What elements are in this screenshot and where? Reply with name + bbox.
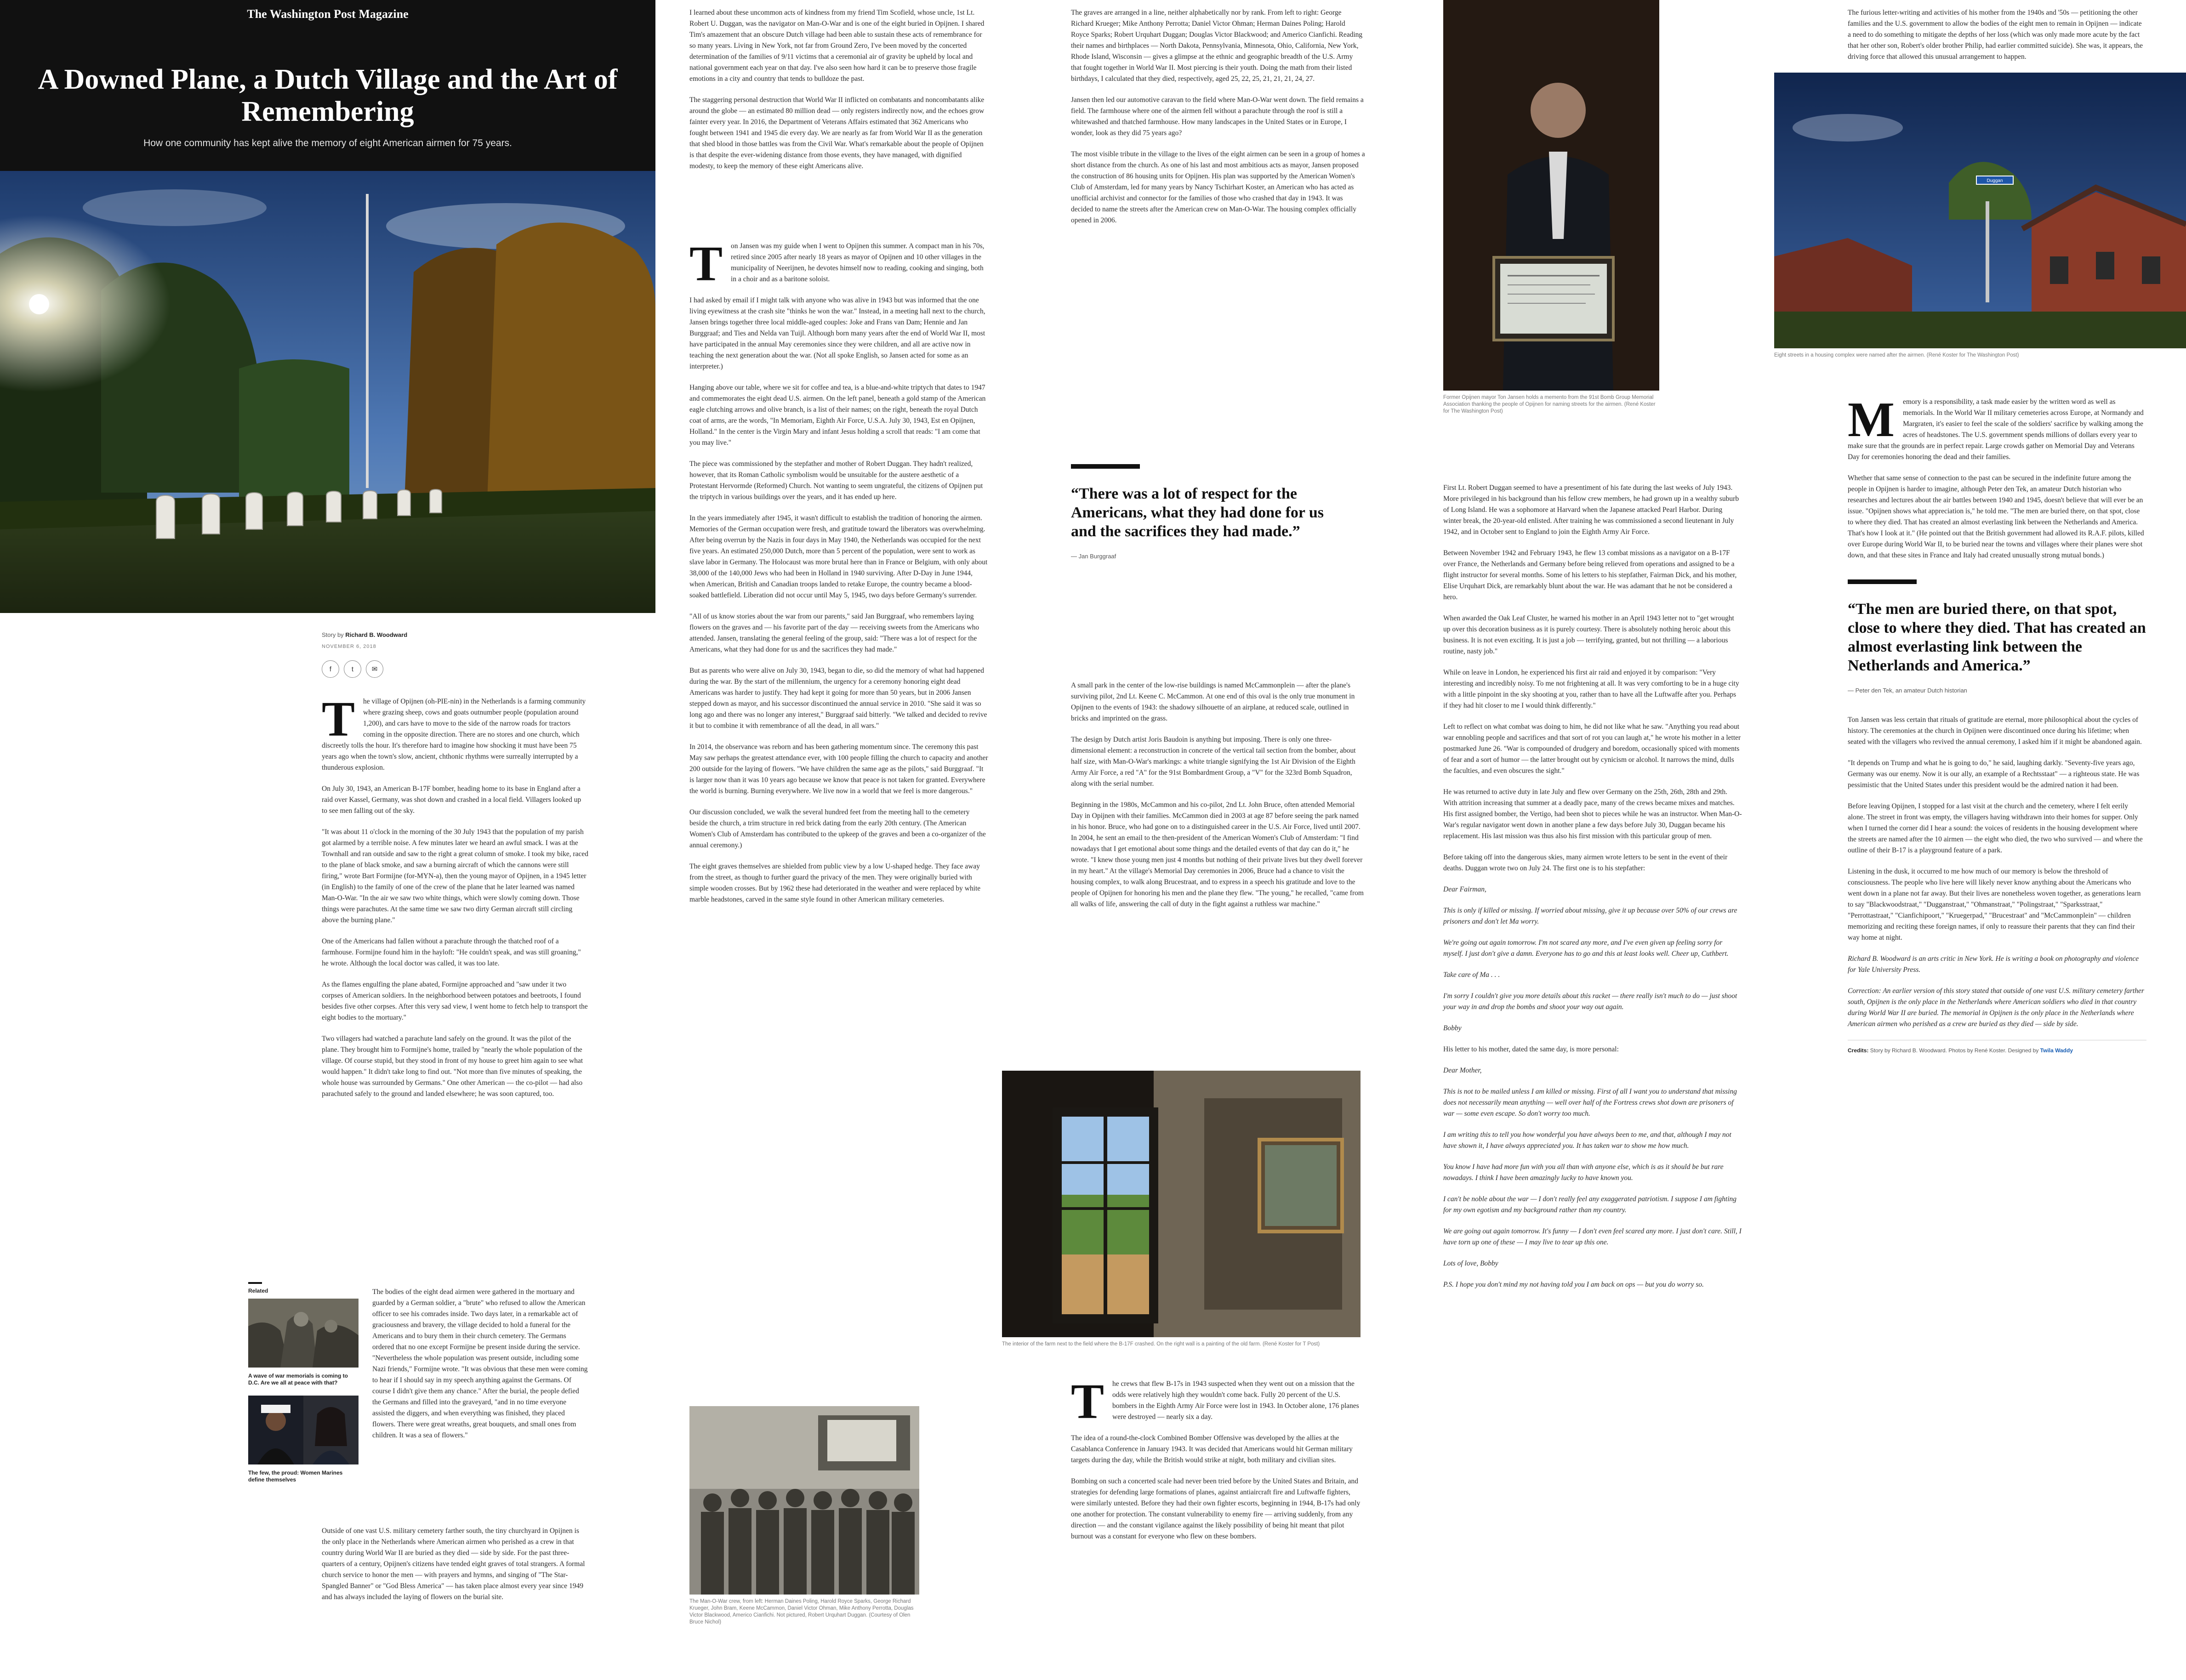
paragraph: In 2014, the observance was reborn and has been gathering momentum since. The ceremony this past May saw perhaps the greatest attendance ever, with 100 people filling the church to capacity and another 200 outside for the laying of flowers. "We have children the same age as the pilots," said Burggraaf. "It is larger now than it was 10 years ago because we know that peace is not taken for granted. Everywhere the world is burning. Burning everywhere. We live now in a world that we feel is more dangerous." bbox=[689, 743, 988, 795]
paragraph: But as parents who were alive on July 30, 1943, began to die, so did the memory of what had happened during the war. By the start of the millennium, the urgency for a ceremony honoring eight dead Americans was harder to justify. They had kept it going for more than 50 years, but in 2006 Jansen stepped down as mayor, and his successor discontinued the annual service in 2010. "She said it was so long ago and there was no longer any interest," Burggraaf said bitterly. "We talked and decided to revive it but to combine it with remembrance of all the dead, in all wars." bbox=[689, 667, 987, 730]
related-item[interactable] bbox=[248, 1299, 359, 1386]
paragraph: Jansen then led our automotive caravan to the field where Man-O-War went down. The field remains a field. The farmhouse where one of the airmen fell without a parachute through the roof is still a whitewashed and thatched farmhouse. How many landscapes in the United States or in Europe, I wonder, look as they did 75 years ago? bbox=[1071, 96, 1364, 137]
letter-line: P.S. I hope you don't mind my not having told you I am back on ops — but you do worry so. bbox=[1443, 1281, 1704, 1288]
paragraph: The graves are arranged in a line, neither alphabetically nor by rank. From left to right: George Richard Krueger; Mike Anthony Perrotta; Daniel Victor Ohman; Herman Daines Poling; Harold Royce Sparks; Robert Urquhart Duggan; Douglas Victor Blackwood; and Americo Cianfichi. Reading their names and birthplaces — North Dakota, Pennsylvania, Minnesota, Ohio, California, New York, Rhode Island, Wisconsin — gives a glimpse at the ethnic and geographic breadth of the U.S. Army that fought together in World War II. Most piercing is their youth. Doing the math from their listed birthdays, I calculated that they died, respectively, aged 25, 22, 25, 21, 21, 21, 24, 27. bbox=[1071, 9, 1363, 83]
drop-cap: T bbox=[1071, 1374, 1104, 1429]
correction-note: Correction: An earlier version of this story stated that outside of one vast U.S. military cemetery farther south, Opijnen is the only place in the Netherlands where American soldiers who died in that country during World War II are buried. The memorial in Opijnen is the only place in the Netherlands where American airmen who perished as a crew are buried as they died — side by side. bbox=[1848, 987, 2144, 1028]
paragraph: The furious letter-writing and activities of his mother from the 1940s and '50s — petitioning the other families and the U.S. government to allow the bodies of the eight men to remain in Opijnen — indicate a need to do something to mitigate the depths of her loss (which was only made more acute by the fact that her other son, Robert's older brother Philip, had earlier committed suicide). She was, it appears, the driving force that allowed this unusual arrangement to happen. bbox=[1848, 9, 2143, 61]
paragraph: I had asked by email if I might talk with anyone who was alive in 1943 but was informed that the one living eyewitness at the crash site "thinks he won the war." Instead, in a meeting hall next to the church, Jansen brings together three local middle-aged couples: Joke and Frans van Dam; Hennie and Jan Burggraaf; and Ties and Nelda van Tuijl. Although born many years after the end of World War II, most have participated in the annual May ceremonies since they were children, and all are active now in teaching the next generation about the war. (Not all spoke English, so Jansen acted for some as an interpreter.) bbox=[689, 296, 985, 370]
paragraph: Before taking off into the dangerous skies, many airmen wrote letters to be sent in the event of their deaths. Duggan wrote two on July 24. The first one is to his stepfather: bbox=[1443, 853, 1728, 872]
portrait-caption: Former Opijnen mayor Ton Jansen holds a memento from the 91st Bomb Group Memorial Association thanking the people of Opijnen for naming streets for the airmen. (René Koster for The Washington Post) bbox=[1443, 395, 1656, 414]
byline bbox=[322, 631, 655, 638]
cemetery-hero-photo bbox=[0, 171, 655, 613]
paragraph: One of the Americans had fallen without a parachute through the thatched roof of a farmhouse. Formijne found him in the hayloft: "He couldn't speak, and was still groaning," he wrote. Although the local doctor was called, it was too late. bbox=[322, 937, 581, 967]
column-5 bbox=[1774, 0, 2186, 1680]
paragraph: Listening in the dusk, it occurred to me how much of our memory is below the threshold of consciousness. The people who live here will likely never know anything about the Americans who went down in a plane not far away. But their lives are nonetheless woven together, as generations learn to say "Blackwoodstraat," "Dugganstraat," "Ohmanstraat," "Polingstraat," "Sparksstraat," "Perrottastraat," "Cianfichipoort," "Kruegerpad," "Brucestraat" and "McCammonplein" — children memorizing and reciting these foreign names, if only to reassure their parents that they can find their way home at night. bbox=[1848, 868, 2141, 942]
street-sign-text: Duggan bbox=[1987, 178, 2003, 183]
street-sign-photo bbox=[1774, 73, 2186, 348]
column-2 bbox=[689, 0, 988, 1680]
paragraph: Our discussion concluded, we walk the several hundred feet from the meeting hall to the cemetery beside the church, a trim structure in red brick dating from the early 20th century. (The American Women's Club of Amsterdam has contributed to the upkeep of the graves and been a co-organizer of the annual ceremony.) bbox=[689, 808, 986, 849]
headline: A Downed Plane, a Dutch Village and the Art of Remembering bbox=[38, 64, 618, 127]
letter-line: Bobby bbox=[1443, 1024, 1462, 1032]
letter-to-stepfather bbox=[1443, 884, 1742, 1034]
paragraph: The bodies of the eight dead airmen were gathered in the mortuary and guarded by a German soldier, a "brute" who refused to allow the American officer to see his comrades inside. Two days later, in a remarkable act of graciousness and bravery, the village decided to hold a funeral for the Americans and to bury them in their church cemetery. The Germans ordered that no one except Formijne be present inside during the service. "Nevertheless the whole population was present outside, including some Nazi friends," Formijne wrote. "It was obvious that these men were coming to hear if I should say in my speech anything against the Germans. Of course I didn't give them any chance." After the burial, the people defied the Germans and filled into the graveyard, "and in no time everyone assisted the diggers, and when everything was finished, they placed flowers. There were great wreaths, great bouquets, and small ones from children. It was a sea of flowers." bbox=[372, 1288, 588, 1439]
related-caption[interactable]: A wave of war memorials is coming to D.C. Are we all at peace with that? bbox=[248, 1373, 348, 1386]
farm-photo-figure bbox=[1002, 1071, 1361, 1358]
dek: How one community has kept alive the memory of eight American airmen for 75 years. bbox=[143, 138, 512, 148]
article-body-col1-bottom bbox=[322, 1526, 588, 1613]
letter-line: I can't be noble about the war — I don't really feel any exaggerated patriotism. I suppose I am fighting for my own egotism and my background rather than my country. bbox=[1443, 1195, 1737, 1214]
letter-line: You know I have had more fun with you all than with anyone else, which is as it should be but rare nowadays. I think I have been amazingly lucky to have known you. bbox=[1443, 1163, 1724, 1182]
letter-line: Lots of love, Bobby bbox=[1443, 1260, 1498, 1267]
drop-cap: M bbox=[1848, 392, 1895, 447]
paragraph: While on leave in London, he experienced his first air raid and enjoyed it by comparison: "Very interesting and incredibly noisy. To me not frightening at all. It was very comforting to be in a huge city with a little pinpoint in the sky shooting at you, rather than to have all the Luftwaffe after you. Perhaps if they had hit closer to me I would think differently." bbox=[1443, 669, 1739, 709]
street-photo-figure bbox=[1774, 73, 2186, 359]
letter-to-mother bbox=[1443, 1065, 1742, 1290]
paragraph: "It was about 11 o'clock in the morning of the 30 July 1943 that the population of my parish got alarmed by a terrible noise. A few minutes later we heard an awful smack. I was at the Townhall and ran outside and saw to the right a great column of smoke. I took my bike, raced to the plane of black smoke, and saw a burning aircraft of which the cannons were still firing," wrote Bart Formijne (for-MYN-a), then the young mayor of Opijnen, in a 1945 letter (in English) to the family of one of the crew of the plane that he later learned was named Man-O-War. "In the air we saw two white things, which were slowly coming down. Those things were parachutes. At the same time we saw two dirty German aircraft still circling above the burning plane." bbox=[322, 828, 589, 924]
letter-line: We're going out again tomorrow. I'm not scared any more, and I've even given up feeling sorry for myself. I just don't give a damn. Everyone has to go and this at least looks well. Cheer up, Cuthbert. bbox=[1443, 939, 1729, 958]
credits-label: Credits: bbox=[1848, 1047, 1869, 1054]
related-box bbox=[248, 1282, 359, 1493]
column-1 bbox=[0, 0, 655, 1680]
pull-quote-2 bbox=[1848, 579, 2146, 696]
paragraph: As the flames engulfing the plane abated, Formijne approached and "saw under it two corpses of American soldiers. In the neighborhood between potatoes and beetroots, I found besides five other corpses. After this very sad view, I went home to fetch help to transport the eight bodies to the mortuary." bbox=[322, 981, 588, 1022]
related-caption[interactable]: The few, the proud: Women Marines define themselves bbox=[248, 1470, 343, 1483]
paragraph: he crews that flew B-17s in 1943 suspected when they went out on a mission that the odds were relatively high they wouldn't come back. Fully 20 percent of the U.S. bombers in the Eighth Army Air Force were lost in 1943. In October alone, 176 planes were destroyed — nearly six a day. bbox=[1112, 1380, 1359, 1421]
paragraph: The design by Dutch artist Joris Baudoin is anything but imposing. There is only one three-dimensional element: a reconstruction in concrete of the vertical tail section from the bomber, about half size, with Man-O-War's markings: a white triangle signifying the 1st Air Division of the Eighth Army Air Force, a red "A" for the 91st Bombardment Group, a "V" for the 323rd Bomb Squadron, along with the serial number. bbox=[1071, 736, 1356, 788]
letter-line: We are going out again tomorrow. It's funny — I don't even feel scared any more. I just don't care. Still, I have torn up one of these — I may live to tear up this one. bbox=[1443, 1227, 1742, 1246]
war-memorial-thumbnail[interactable] bbox=[248, 1299, 359, 1368]
paragraph: When awarded the Oak Leaf Cluster, he warned his mother in an April 1943 letter not to "get wrought up over this decoration business as it is purely courtesy. There is absolutely nothing heroic about this business. It is not even exciting. It is just a job — terrifying, granted, but not thrilling — a laborious routine, nasty job." bbox=[1443, 614, 1734, 655]
credits-text: Story by Richard B. Woodward. Photos by René Koster. Designed by bbox=[1870, 1047, 2039, 1054]
letter-line: This is not to be mailed unless I am killed or missing. First of all I want you to understand that missing does not necessarily mean anything — well over half of the Fortress crews shot down are prisoners of war — some even escape. So don't worry too much. bbox=[1443, 1088, 1737, 1118]
paragraph: emory is a responsibility, a task made easier by the written word as well as memorials. In the World War II military cemeteries across Europe, at Normandy and Margraten, it's easier to feel the scale of the soldiers' sacrifice by walking among the acres of headstones. The U.S. government spends millions of dollars every year to make sure that the grounds are in perfect repair. Large crowds gather on Memorial Day and Veterans Day for ceremonies honoring the dead and their families. bbox=[1848, 398, 2144, 461]
paragraph: Hanging above our table, where we sit for coffee and tea, is a blue-and-white triptych that dates to 1947 and commemorates the eight dead U.S. airmen. On the left panel, beneath a gold stamp of the American eagle clutching arrows and olive branch, is a list of their names; on the right, beneath the royal Dutch coat of arms, are the words, "In Memoriam, Eighth Air Force, U.S.A. July 30, 1943, Est en Opijnen, Holland." In the center is the Virgin Mary and infant Jesus holding a scroll that reads: "I am come that you may live." bbox=[689, 384, 986, 447]
paragraph: Two villagers had watched a parachute land safely on the ground. It was the pilot of the plane. They brought him to Formijne's home, trailed by "nearly the whole population of the village. Of course stupid, but they stood in front of my house to greet him again to see what would happen." It didn't take long to find out. "Not more than five minutes of speaking, the whole house was surrounded by Germans." One other American — the co-pilot — had also parachuted safely to the ground and landed elsewhere; he was soon captured, too. bbox=[322, 1035, 583, 1098]
paragraph: "All of us know stories about the war from our parents," said Jan Burggraaf, who remembers laying flowers on the graves and — his favorite part of the day — receiving sweets from the Americans who attended. Jansen, translating the general feeling of the group, said: "There was a lot of respect for the Americans, what they had done for us and the sacrifices they had made." bbox=[689, 613, 979, 653]
publish-date: NOVEMBER 6, 2018 bbox=[322, 644, 376, 649]
portrait-photo-figure bbox=[1443, 0, 1659, 415]
masthead-logo[interactable]: The Washington Post Magazine bbox=[247, 7, 409, 21]
paragraph: His letter to his mother, dated the same day, is more personal: bbox=[1443, 1045, 1619, 1053]
twitter-share-icon[interactable]: t bbox=[344, 660, 361, 678]
paragraph: A small park in the center of the low-rise buildings is named McCammonplein — after the plane's surviving pilot, 2nd Lt. Keene C. McCammon. At one end of this oval is the only true monument in Opijnen to the events of 1943: the shadowy silhouette of an airplane, at reduced scale, outlined in bricks and imprinted on the grass. bbox=[1071, 681, 1355, 722]
email-share-icon[interactable]: ✉ bbox=[366, 660, 383, 678]
paragraph: He was returned to active duty in late July and flew over Germany on the 25th, 26th, 28th and 29th. With attrition increasing that summer at a deadly pace, many of the crews became mixes and matches. His first assigned bomber, the Vertigo, had been shot to pieces while he was an instructor. When Man-O-War's regular navigator went down in another plane a few days before July 30, Duggan became his replacement. His last mission was thus also his first mission with this particular group of men. bbox=[1443, 788, 1742, 840]
paragraph: The staggering personal destruction that World War II inflicted on combatants and noncombatants alike around the globe — an estimated 80 million dead — only registers indirectly now, and the echoes grow fainter every year. In 2016, the Department of Veterans Affairs estimated that 362 Americans who fought between 1941 and 1945 die every day. We are nearly as far from World War II as the generation that shed blood in those battles was from the Civil War. What's remarkable about the people of Opijnen is that despite the ever-widening distance from those events, they have managed, with dignified modesty, to keep the memory of these eight Americans alive. bbox=[689, 96, 985, 170]
facebook-share-icon[interactable]: f bbox=[322, 660, 339, 678]
letter-line: Dear Fairman, bbox=[1443, 885, 1486, 893]
related-rule bbox=[248, 1282, 262, 1284]
paragraph: The eight graves themselves are shielded from public view by a low U-shaped hedge. They face away from the street, as though to further guard the privacy of the men. They were originally buried with simple wooden crosses. But by 1962 these had deteriorated in the weather and were replaced by white marble headstones, carved in the same style found in other American military cemeteries. bbox=[689, 863, 981, 903]
women-marines-thumbnail[interactable] bbox=[248, 1396, 359, 1464]
column-3 bbox=[1002, 0, 1365, 1680]
article-body-col1 bbox=[322, 692, 589, 1100]
paragraph: Left to reflect on what combat was doing to him, he did not like what he saw. "Anything you read about war ennobling people and sacrifices and that sort of rot you can laugh at," he wrote his mother in a letter postmarked June 26. "War is compounded of drudgery and boredom, occasionally spiced with moments of fear and a sort of humor — the latter brought out by cynicism or alcohol. It narrows the mind, dulls the faculties, and even obscures the sight." bbox=[1443, 723, 1741, 775]
pull-quote-rule bbox=[1071, 464, 1140, 469]
paragraph: Before leaving Opijnen, I stopped for a last visit at the church and the cemetery, where I felt eerily alone. The street in front was empty, the villagers having withdrawn into their homes for supper. Only when I turned the corner did I hear a sound: the voices of residents in the housing development where the streets are named after the 10 airmen — the eight who died, the two who survived — and where the outline of their B-17 is a playground feature of a park. bbox=[1848, 802, 2143, 854]
drop-cap: T bbox=[322, 692, 355, 747]
author-bio: Richard B. Woodward is an arts critic in New York. He is writing a book on photography and violence for Yale University Press. bbox=[1848, 955, 2139, 974]
pull-quote-text: “The men are buried there, on that spot, close to where they died. That has created an almost everlasting link between the Netherlands and America.” bbox=[1848, 601, 2146, 674]
crew-photo-figure bbox=[689, 1406, 919, 1636]
paragraph: "It depends on Trump and what he is going to do," he said, laughing darkly. "Seventy-five years ago, Germany was our enemy. Now it is our ally, an example of a Rechtsstaat" — a righteous state. He was pessimistic that the United States under this president would be the admired nation it had been. bbox=[1848, 759, 2140, 789]
paragraph: Bombing on such a concerted scale had never been tried before by the United States and Britain, and strategies for defending large formations of planes, against antiaircraft fire and Luftwaffe fighters, were similarly untested. Before they had their own fighter escorts, beginning in 1944, B-17s had only one another for protection. The constant vulnerability to enemy fire — arriving suddenly, from any direction — and the constant vigilance against the likely possibility of being hit meant that pilot burnout was a constant for everyone who flew on these bombers. bbox=[1071, 1477, 1361, 1540]
pull-quote-rule bbox=[1848, 579, 1917, 584]
pull-quote-1 bbox=[1071, 464, 1347, 562]
column-4 bbox=[1443, 0, 1742, 1680]
share-bar bbox=[322, 660, 655, 678]
paragraph: Between November 1942 and February 1943, he flew 13 combat missions as a navigator on a B-17F over France, the Netherlands and Germany before being relieved from operations and assigned to be a flight instructor for several months. Some of his letters to his stepfather, Fairman Dick, and his mother, Elise Urquhart Dick, are remarkably blunt about the war. He was adamant that he not be considered a hero. bbox=[1443, 549, 1737, 601]
letter-line: Dear Mother, bbox=[1443, 1067, 1482, 1074]
farm-interior-photo bbox=[1002, 1071, 1361, 1337]
hero-header bbox=[0, 0, 655, 171]
related-label: Related bbox=[248, 1288, 268, 1294]
paragraph: Ton Jansen was less certain that rituals of gratitude are eternal, more philosophical about the cycles of history. The ceremonies at the church in Opijnen were discontinued once during his lifetime; when seated with the villagers who revived the annual ceremony, I asked him if it might be abandoned again. bbox=[1848, 716, 2142, 746]
letter-line: I am writing this to tell you how wonderful you have always been to me, and that, although I may not have shown it, I have always appreciated you. It has taken war to show me how much. bbox=[1443, 1131, 1731, 1150]
paragraph: Beginning in the 1980s, McCammon and his co-pilot, 2nd Lt. John Bruce, often attended Memorial Day in Opijnen with their families. McCammon died in 2003 at age 87 before seeing the park named in his honor. Bruce, who had gone on to a distinguished career in the U.S. Air Force, lived until 2007. In 2004, he sent an email to the then-president of the American Women's Club of Amsterdam: "I find nowadays that I get emotional about some things and the detailed events of that day can do it," he wrote. "I knew those young men just 4 months but nothing of their private lives but they dwell forever in my heart." At the village's Memorial Day ceremonies in 2006, Bruce had a chance to visit the housing complex, to walk along Brucestraat, and to express in a speech his gratitude and love to the people of Opijnen for honoring his men and the plane they flew. "The young," he recalled, "came from all walks of life, answering the call of duty in the fight against a ruthless war machine." bbox=[1071, 801, 1364, 908]
paragraph: On July 30, 1943, an American B-17F bomber, heading home to its base in England after a raid over Kassel, Germany, was shot down and crashed in a local field. Villagers looked up to see men falling out of the sky. bbox=[322, 785, 581, 815]
crew-photo bbox=[689, 1406, 919, 1595]
street-photo-caption: Eight streets in a housing complex were named after the airmen. (René Koster for The Washington Post) bbox=[1774, 352, 2019, 358]
farm-photo-caption: The interior of the farm next to the field where the B-17F crashed. On the right wall is a painting of the old farm. (René Koster for T Post) bbox=[1002, 1341, 1320, 1347]
paragraph: he village of Opijnen (oh-PIE-nin) in the Netherlands is a farming community where grazing sheep, cows and goats outnumber people (population around 1,200), and cars have to move to the side of the narrow roads for tractors coming in the opposite direction. There are no stores and one church, which discreetly tolls the hour. It's therefore hard to imagine how shocking it must have been 75 years ago when the town's slow, ancient, chthonic rhythms were surreally interrupted by a thunderous explosion. bbox=[322, 698, 586, 772]
paragraph: The idea of a round-the-clock Combined Bomber Offensive was developed by the allies at the Casablanca Conference in January 1943. It was decided that Americans would hit German military targets during the day, while the British would strike at night, both military and civilian sites. bbox=[1071, 1434, 1353, 1464]
designer-link[interactable]: Twila Waddy bbox=[2040, 1047, 2073, 1054]
letter-line: Take care of Ma . . . bbox=[1443, 971, 1500, 979]
paragraph: I learned about these uncommon acts of kindness from my friend Tim Scofield, whose uncle, 1st Lt. Robert U. Duggan, was the navigator on Man-O-War and is one of the eight buried in Opijnen. I shared Tim's amazement that an obscure Dutch village had been able to sustain these acts of remembrance for so many years. Living in New York, not far from Ground Zero, I've been moved by the concerted determination of the families of 9/11 victims that a ceremonial air of gravity be upheld by local and national government each year on that day. I've also seen how hard it can be to preserve those fragile emotions in a city and country that tends to bulldoze the past. bbox=[689, 9, 985, 83]
paragraph: First Lt. Robert Duggan seemed to have a presentiment of his fate during the last weeks of July 1943. More privileged in his background than his fellow crew members, he had grown up in a wealthy suburb of Long Island. He was a sophomore at Harvard when the Japanese attacked Pearl Harbor. During winter break, the 20-year-old enlisted. After training he was commissioned a second lieutenant in July 1942, and in October sent to England to join the Eighth Army Air Force. bbox=[1443, 484, 1739, 536]
paragraph: In the years immediately after 1945, it wasn't difficult to establish the tradition of honoring the airmen. Memories of the German occupation were fresh, and gratitude toward the liberators was overwhelming. After being overrun by the Nazis in four days in May 1940, the Netherlands was occupied for the next five years. An estimated 250,000 Dutch, more than 5 percent of the population, were sent to work as slave labor in Germany. The Holocaust was more brutal here than in France or Belgium, with only about 38,000 of the 140,000 Jews who had been in Holland in 1940 surviving. After D-Day in June 1944, when American, British and Canadian troops landed to retake Europe, the country became a blood-soaked battlefield. Liberation did not occur until May 5, 1945, two days before Germany's surrender. bbox=[689, 514, 988, 599]
pull-quote-text: “There was a lot of respect for the Americans, what they had done for us and the sacrifices they had made.” bbox=[1071, 485, 1324, 540]
article-body-col1-lower bbox=[372, 1287, 588, 1451]
paragraph: on Jansen was my guide when I went to Opijnen this summer. A compact man in his 70s, retired since 2005 after nearly 18 years as mayor of Opijnen and 10 other villages in the municipality of Neerijnen, he devotes himself now to reading, cooking and singing, both in a choir and as a baritone soloist. bbox=[731, 242, 985, 283]
byline-author[interactable]: Richard B. Woodward bbox=[345, 631, 408, 638]
jansen-portrait-photo bbox=[1443, 0, 1659, 391]
paragraph: Outside of one vast U.S. military cemetery farther south, the tiny churchyard in Opijnen is the only place in the Netherlands where American airmen who perished as a crew in that country during World War II are buried as they died — side by side. For the past three-quarters of a century, Opijnen's citizens have tended eight graves of total strangers. A formal church service to honor the men — with prayers and hymns, and singing of "The Star-Spangled Banner" or "God Bless America" — has taken place almost every year since 1949 and has always included the laying of flowers on the burial site. bbox=[322, 1527, 585, 1601]
crew-photo-caption: The Man-O-War crew, from left: Herman Daines Poling, Harold Royce Sparks, George Richard Krueger, John Bram, Keene McCammon, Daniel Victor Ohman, Mike Anthony Perrotta, Douglas Victor Blackwood, Americo Cianfichi. Not pictured, Robert Urquhart Duggan. (Courtesy of Olen Bruce Nichol) bbox=[689, 1599, 914, 1625]
paragraph: The piece was commissioned by the stepfather and mother of Robert Duggan. They hadn't realized, however, that its Roman Catholic symbolism would be unsuitable for the austere aesthetic of a Protestant Hervormde (Reformed) Church. Not wanting to seem ungrateful, the citizens of Opijnen put the triptych in various buildings over the years, and it has ended up here. bbox=[689, 460, 983, 501]
letter-line: This is only if killed or missing. If worried about missing, give it up because over 50% of our crews are prisoners and don't let Ma worry. bbox=[1443, 907, 1737, 925]
paragraph: The most visible tribute in the village to the lives of the eight airmen can be seen in a group of homes a short distance from the church. As one of his last and most ambitious acts as mayor, Jansen proposed the construction of 86 housing units for Opijnen. His plan was supported by the American Women's Club of Amsterdam, led for many years by Nancy Tschirhart Koster, an American who has acted as unofficial archivist and connector for the families of those who crashed that day in 1943. It was decided to name the streets after the American crew on Man-O-War. The housing complex officially opened in 2006. bbox=[1071, 150, 1365, 224]
drop-cap: T bbox=[689, 237, 723, 291]
related-item[interactable] bbox=[248, 1396, 359, 1483]
letter-line: I'm sorry I couldn't give you more details about this racket — there really isn't much to do — just shoot your way in and drop the bombs and shoot your way out again. bbox=[1443, 992, 1737, 1011]
credits bbox=[1848, 1040, 2146, 1056]
pull-quote-attribution: — Peter den Tek, an amateur Dutch historian bbox=[1848, 687, 1967, 694]
byline-prefix: Story by bbox=[322, 631, 344, 638]
paragraph: Whether that same sense of connection to the past can be secured in the indefinite future among the people in Opijnen is harder to imagine, although Peter den Tek, an amateur Dutch historian who researches and lectures about the air battles between 1940 and 1945, doesn't believe that will ever be an issue. "Opijnen shows what appreciation is," he told me. "The men are buried there, on that spot, close to where they died. That has created an almost everlasting link between the Netherlands and America. That's how I look at it." (He pointed out that the British government had allowed its R.A.F. pilots, killed over Europe during World War II, to be buried near the towns and villages where their planes were shot down, and that these sites in France and Italy had created unusually strong mutual bonds.) bbox=[1848, 474, 2144, 559]
pull-quote-attribution: — Jan Burggraaf bbox=[1071, 553, 1116, 560]
